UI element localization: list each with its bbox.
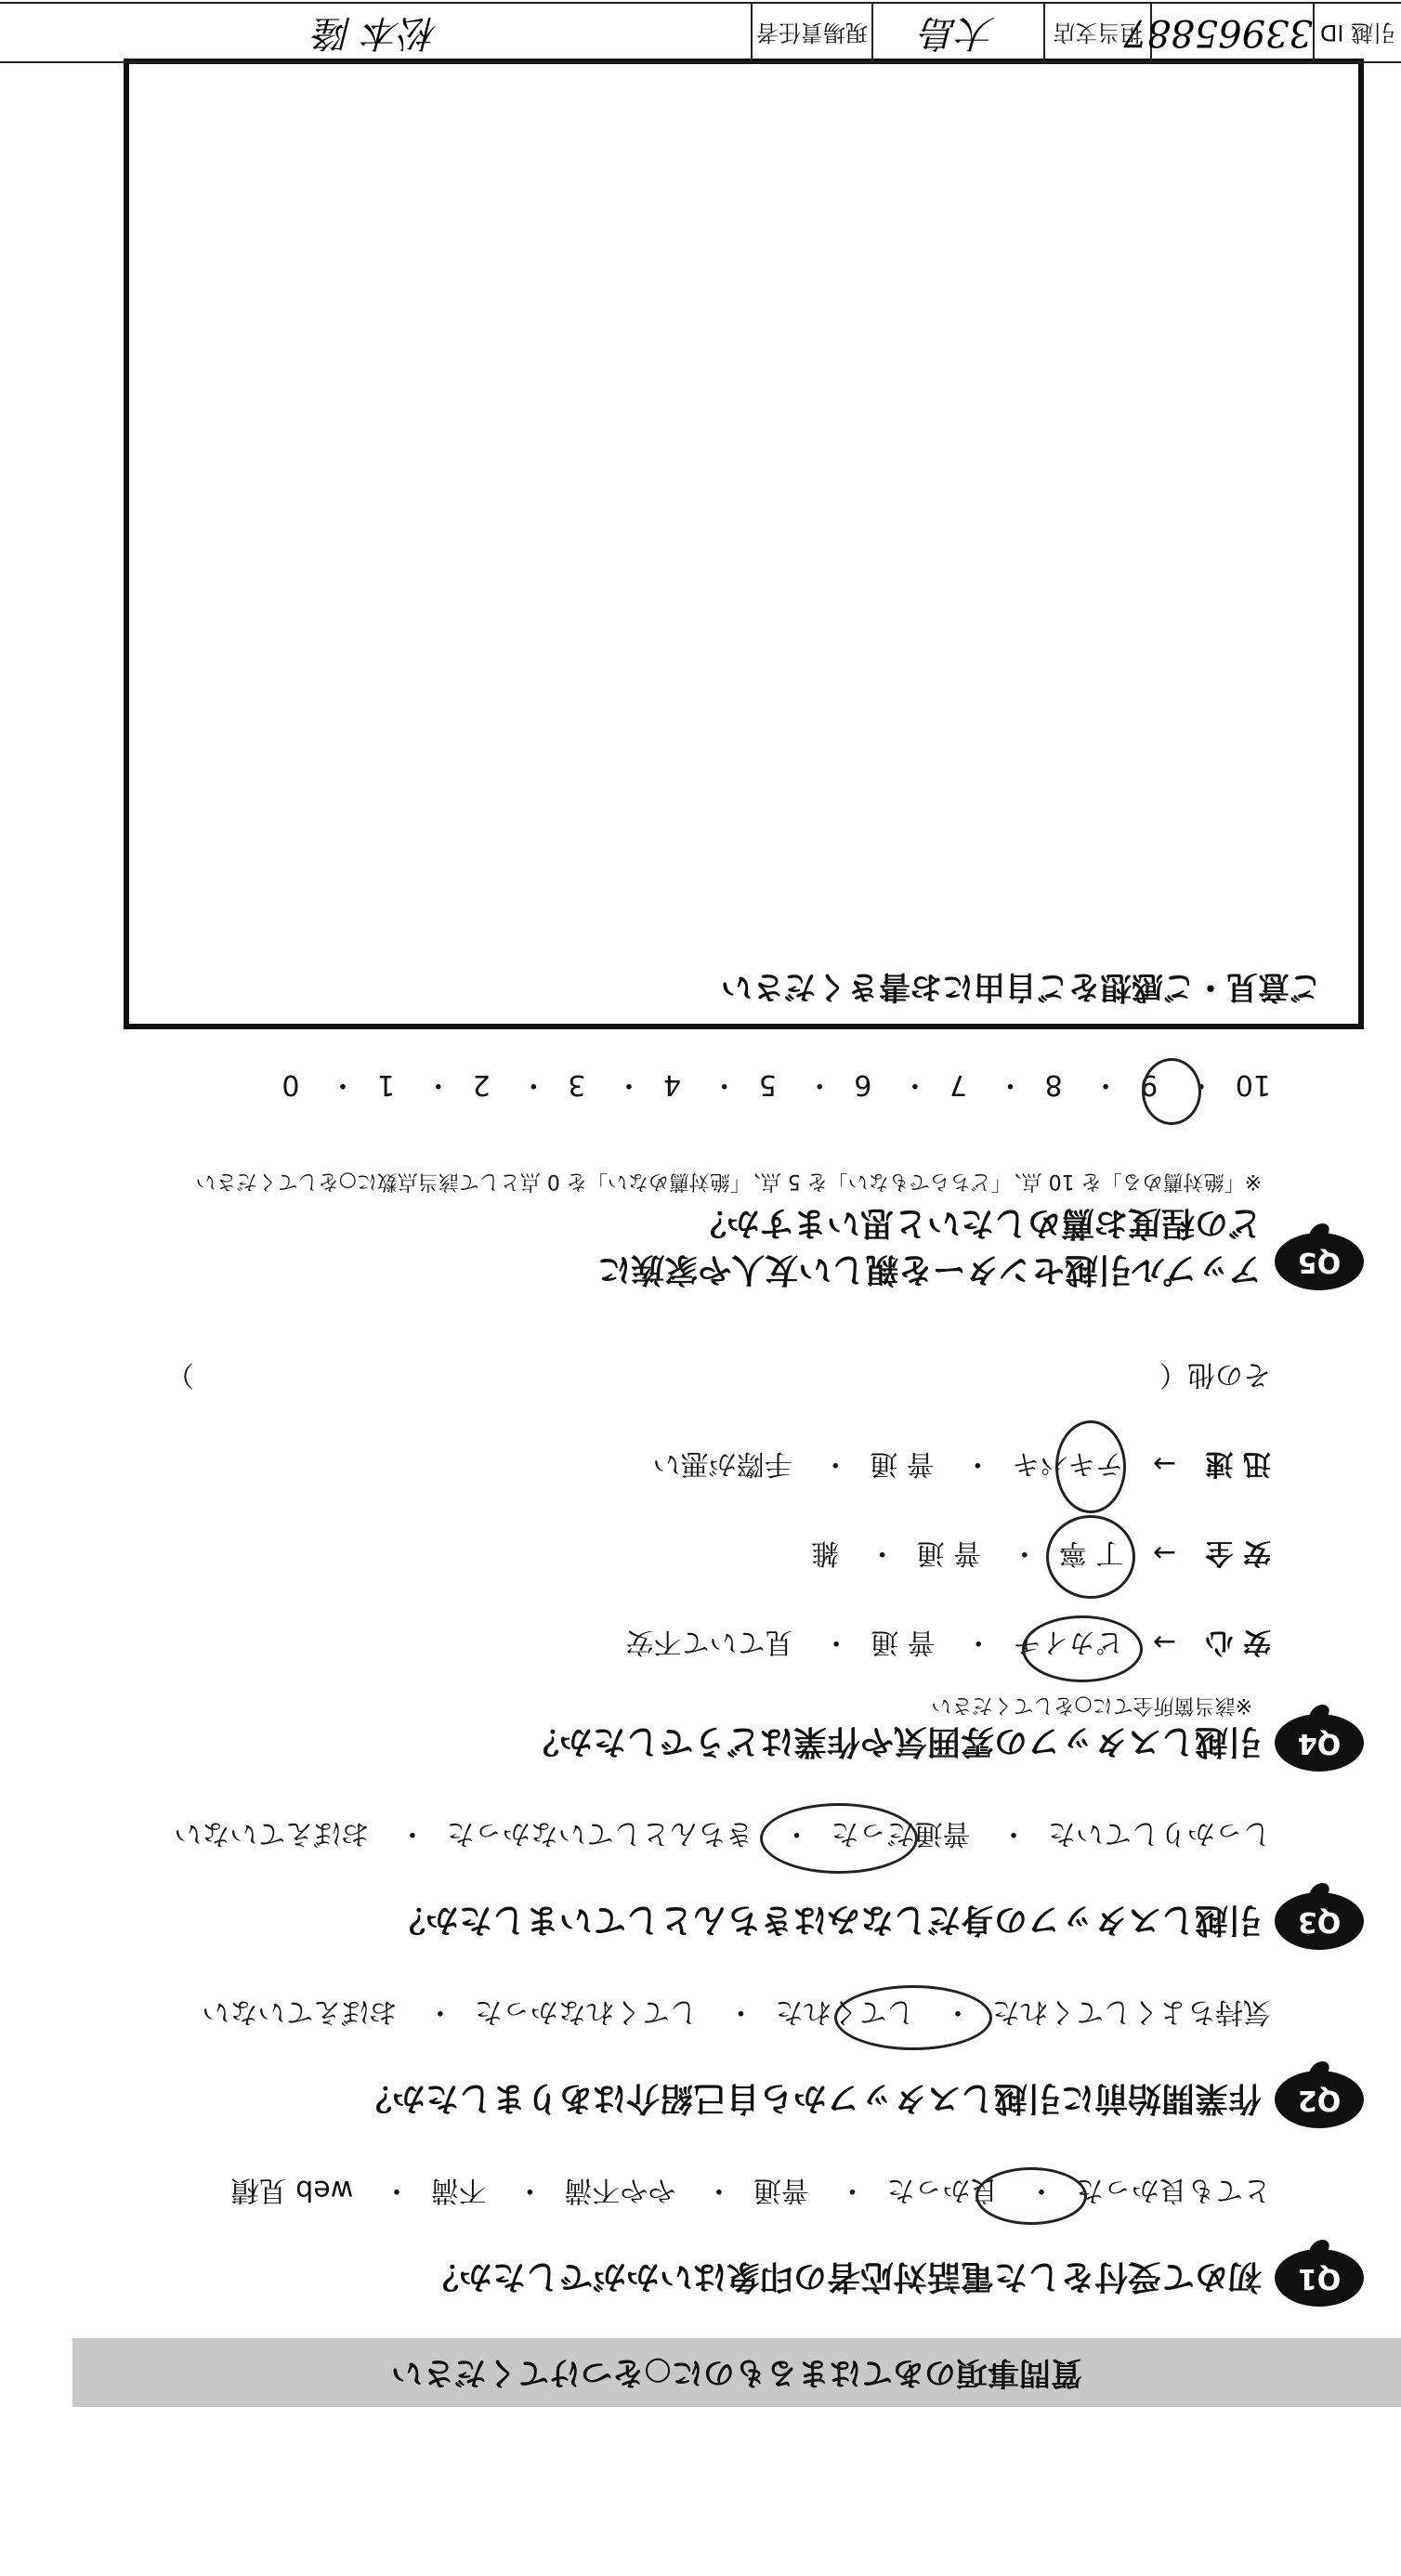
q4-anshin-selection-circle (1022, 1615, 1143, 1682)
q5-score[interactable]: 1 (377, 1068, 396, 1101)
instruction-banner (72, 2338, 1401, 2407)
q2-option-selected[interactable]: してくれた (775, 1995, 915, 2028)
q1-option[interactable]: 普通 (753, 2174, 809, 2206)
q4-row-label: 迅 速 (1205, 1447, 1271, 1480)
q1-option[interactable]: やや不満 (564, 2174, 676, 2206)
arrow-icon: → (1152, 1536, 1176, 1569)
q4-row-label: 安 全 (1205, 1536, 1271, 1569)
q4-option-selected[interactable]: ピカイチ (1013, 1626, 1124, 1658)
q1-text: 初めて受付をした電話対応者の印象はいかがでしたか？ (425, 2257, 1262, 2295)
arrow-icon: → (1152, 1447, 1176, 1480)
q4-anzen-selection-circle (1046, 1515, 1135, 1599)
q4-note: ※該当箇所全てに○をしてください (931, 1693, 1252, 1717)
comment-box[interactable] (124, 59, 1364, 1029)
q4-option-selected[interactable]: テキパキ (1012, 1447, 1124, 1480)
q4-option[interactable]: 見ていて不安 (625, 1626, 793, 1658)
q4-option[interactable]: 普 通 (916, 1536, 982, 1569)
q3-text: 引越しスタッフの身だしなみはきちんとしていましたか？ (391, 1901, 1262, 1939)
q4-row-anzen: 安 全 → 丁 寧・ 普 通・ 雑 (811, 1536, 1271, 1569)
q2-text: 作業開始前に引越しスタッフから自己紹介はありましたか？ (358, 2079, 1262, 2117)
q3-option[interactable]: しっかりしていた (1048, 1817, 1271, 1850)
q5-score[interactable]: 5 (758, 1068, 777, 1101)
q5-number: Q5 (1297, 1246, 1342, 1278)
q2-option[interactable]: おぼえていない (202, 1995, 398, 2028)
q5-score[interactable]: 4 (662, 1068, 682, 1101)
q4-other-row (45, 1357, 1271, 1398)
q4-row-anshin: 安 心 → ピカイチ・ 普 通・ 見ていて不安 (625, 1626, 1271, 1658)
info-table (0, 2, 1401, 63)
q1-badge (1275, 2243, 1364, 2312)
q1-option-selected[interactable]: 良かった (886, 2174, 999, 2206)
q1-option[interactable]: とても良かった (1076, 2174, 1271, 2206)
q2-options: 気持ちよくしてくれた・ してくれた・ してくれなかった・ おぼえていない (202, 1995, 1271, 2028)
q1-option[interactable]: 不満 (430, 2174, 487, 2206)
q4-badge (1275, 1708, 1364, 1777)
q4-option[interactable]: 雑 (811, 1536, 840, 1569)
q1-selection-circle (975, 2167, 1087, 2225)
q4-number: Q4 (1297, 1727, 1342, 1759)
q1-number: Q1 (1297, 2262, 1342, 2295)
instruction-text: 質問事項のあてはまるものに○をつけてください (391, 2354, 1082, 2391)
q3-option-selected[interactable]: 普通だった (831, 1817, 971, 1850)
q5-score[interactable]: 2 (472, 1068, 491, 1101)
q2-number: Q2 (1297, 2084, 1342, 2116)
q4-other-close: ） (165, 1358, 194, 1391)
q5-selection-circle (1142, 1058, 1201, 1125)
q4-other-label: その他（ (1159, 1358, 1271, 1391)
q4-row-label: 安 心 (1205, 1626, 1271, 1658)
q4-option[interactable]: 普 通 (871, 1626, 936, 1658)
branch-label: 担当支店 (1043, 4, 1150, 61)
q2-selection-circle (834, 1985, 992, 2050)
comment-title: ご意見・ご感想をご自由にお書きください (721, 968, 1321, 1005)
q1-option[interactable]: web 見積 (230, 2174, 354, 2206)
q4-jinsoku-selection-circle (1055, 1420, 1126, 1513)
q3-option[interactable]: きちんとしていなかった (446, 1817, 753, 1850)
q5-score[interactable]: 7 (949, 1068, 967, 1101)
leader-value: 松本 隆 (314, 11, 439, 54)
q5-scale: 10・ 9・ 8・ 7・ 6・ 5・ 4・ 3・ 2・ 1・ 0 (282, 1068, 1271, 1101)
q5-note: ※「絶対薦める」を 10 点、「どちらでもない」を 5 点、「絶対薦めない」を 0 点として該当点数に○をしてください (195, 1170, 1262, 1193)
q5-score[interactable]: 3 (568, 1068, 586, 1101)
arrow-icon: → (1152, 1626, 1176, 1658)
leader-label: 現場責任者 (751, 4, 871, 61)
q5-text-line1: アップル引越センターを親しい友人や家族に (597, 1250, 1262, 1288)
q4-row-jinsoku: 迅 速 → テキパキ・ 普 通・ 手際が悪い (652, 1447, 1271, 1480)
q3-badge (1275, 1887, 1364, 1955)
id-value: 33965887 (1150, 4, 1313, 61)
q4-option[interactable]: 普 通 (870, 1447, 935, 1480)
q2-option[interactable]: 気持ちよくしてくれた (992, 1995, 1271, 2028)
q3-option[interactable]: おぼえていない (174, 1817, 370, 1850)
q3-options: しっかりしていた・ 普通だった・ きちんとしていなかった・ おぼえていない (174, 1817, 1271, 1850)
q4-option[interactable]: 手際が悪い (652, 1447, 792, 1480)
q5-badge (1275, 1227, 1364, 1296)
q5-score[interactable]: 8 (1044, 1068, 1063, 1101)
q1-options: とても良かった・ 良かった・ 普通・ やや不満・ 不満・ web 見積 (230, 2174, 1271, 2206)
q3-selection-circle (760, 1803, 918, 1874)
q5-score-selected[interactable]: 9 (1140, 1068, 1159, 1101)
q5-score[interactable]: 0 (282, 1068, 300, 1101)
q5-score[interactable]: 10 (1235, 1068, 1271, 1101)
q5-score[interactable]: 6 (854, 1068, 872, 1101)
q2-badge (1275, 2065, 1364, 2134)
q2-option[interactable]: してくれなかった (474, 1995, 698, 2028)
q3-number: Q3 (1297, 1905, 1342, 1938)
id-label: 引越 ID (1313, 4, 1401, 61)
q5-text-line2: どの程度お薦めしたいと思いますか？ (692, 1204, 1262, 1242)
branch-value: 大島 (871, 4, 1043, 61)
q4-text: 引越しスタッフの雰囲気や作業はどうでしたか？ (525, 1722, 1262, 1760)
q4-option-selected[interactable]: 丁 寧 (1058, 1536, 1124, 1569)
